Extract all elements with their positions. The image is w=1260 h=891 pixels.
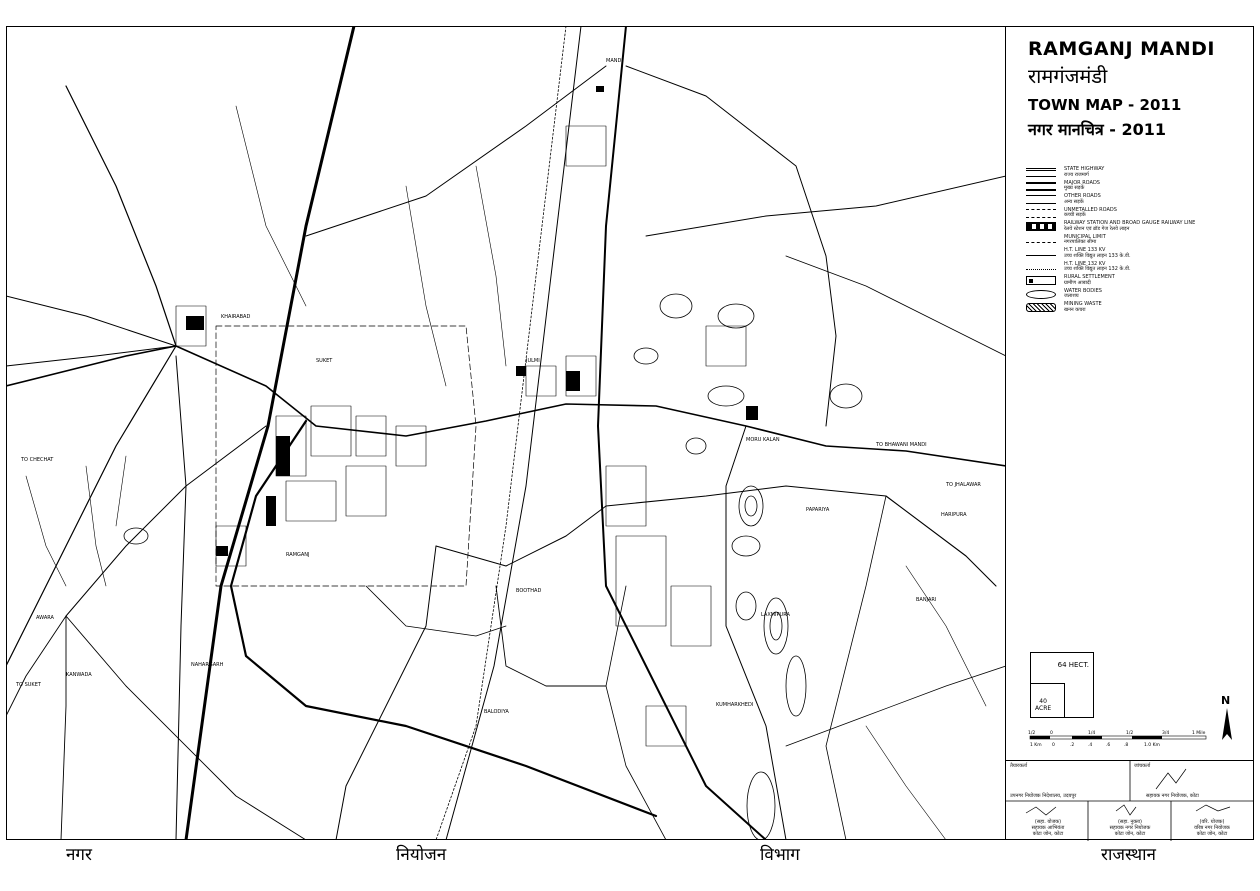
place-label: MORU KALAN (746, 437, 780, 443)
scale-tick-top: 0 (1050, 731, 1053, 736)
scale-tick-top: 1/2 (1028, 731, 1036, 736)
place-label: TO CHECHAT (21, 457, 54, 463)
town-name-hi: रामगंजमंडी (1028, 64, 1108, 88)
scale-tick-bottom: 1.0 Km (1144, 743, 1160, 748)
map-title-hi: नगर मानचित्र - 2011 (1028, 120, 1167, 139)
title-panel (1006, 26, 1254, 840)
place-label: KANWADA (66, 672, 92, 678)
place-label: BOOTHAD (516, 588, 542, 594)
other-roads-symbol (1026, 195, 1056, 204)
place-label: MANDI (606, 58, 623, 64)
north-arrow-icon (1222, 708, 1232, 740)
legend-item: UNMETALLED ROADS कच्ची सड़कें (1026, 207, 1236, 221)
legend-item: MAJOR ROADS मुख्य सड़कें (1026, 180, 1236, 194)
place-label: BANJARI (916, 597, 937, 603)
approver-name: सहायक नगर नियोजक, कोटा (1146, 793, 1199, 799)
place-label: KUMHARKHEDI (716, 702, 754, 708)
place-label: TO JHALAWAR (946, 482, 981, 488)
scale-tick-top: 1 Mile (1192, 731, 1206, 736)
railway-line (186, 26, 354, 840)
footer-word: नियोजन (396, 845, 447, 865)
north-label: N (1221, 694, 1231, 707)
bypass-road (231, 421, 656, 816)
place-label: HARIPURA (941, 512, 967, 518)
place-label: TO BHAWANI MANDI (876, 442, 927, 448)
major-roads-symbol (1026, 182, 1056, 191)
town-map-drawing[interactable] (6, 26, 1006, 840)
scale-bar (1028, 726, 1218, 756)
footer-word: राजस्थान (1101, 845, 1156, 865)
area-64-hect: 64 HECT. (1057, 661, 1089, 669)
signature-scribble (1116, 805, 1136, 815)
legend-item: H.T. LINE 132 KV उच्च शक्ति विद्युत लाइन 132 के.वी. (1026, 261, 1236, 275)
place-label: LAXMIPURA (761, 612, 790, 618)
place-label: BALODIYA (484, 709, 509, 715)
signature-scribble (1196, 805, 1230, 811)
railway-symbol (1026, 222, 1056, 231)
scale-tick-bottom: 1 Km (1030, 743, 1042, 748)
place-label: RAMGANJ (286, 552, 310, 558)
ht-line-133-symbol (1026, 255, 1056, 256)
town-name-en: RAMGANJ MANDI (1028, 38, 1215, 60)
signature-scribble (1156, 769, 1186, 789)
signature-block (1006, 760, 1254, 840)
area-scale-box (1030, 652, 1094, 718)
rural-settlement-symbol (1026, 276, 1056, 285)
unmetalled-roads-symbol (1026, 209, 1056, 218)
legend-item: RURAL SETTLEMENT ग्रामीण आबादी (1026, 274, 1236, 288)
municipal-limit-symbol (1026, 242, 1056, 243)
signature-scribble (1026, 807, 1056, 815)
place-label: NAHARGARH (191, 662, 224, 668)
place-label: JULMI (526, 358, 540, 364)
place-label: KHAIRABAD (221, 314, 251, 320)
scale-tick-top: 1/4 (1088, 731, 1096, 736)
legend-item: MINING WASTE खनन कचरा (1026, 301, 1236, 315)
place-label: TO SUKET (16, 682, 41, 688)
footer-word: नगर (66, 845, 92, 865)
scale-tick-bottom: .6 (1106, 743, 1111, 748)
footer-band (6, 840, 1254, 866)
place-label: AWARA (36, 615, 54, 621)
signatory-2: (सहा. नुक्ता) सहायक नगर नियोजक कोटा जोन, कोटा (1109, 819, 1151, 837)
legend-item: RAILWAY STATION AND BROAD GAUGE RAILWAY LINE रेलवे स्टेशन एवं ब्रॉड गेज रेलवे लाइन (1026, 220, 1236, 234)
signatory-3: (वरि. योजक) वरिष्ठ नगर नियोजक कोटा जोन, कोटा (1194, 819, 1230, 837)
legend-item: H.T. LINE 133 KV उच्च शक्ति विद्युत लाइन 133 के.वी. (1026, 247, 1236, 261)
checked-by: जांचकर्ता (1134, 763, 1151, 769)
signatory-1: (सहा. योजक) सहायक आभियंता कोटा जोन, कोटा (1031, 819, 1065, 837)
footer-word: विभाग (760, 845, 800, 865)
scale-tick-bottom: .4 (1088, 743, 1093, 748)
scale-tick-bottom: .2 (1070, 743, 1075, 748)
office-name: उपनगर नियोजक निदेशालय, उदयपुर (1010, 793, 1077, 799)
water-bodies-symbol (1026, 290, 1056, 299)
scale-tick-top: 3/4 (1162, 731, 1170, 736)
railway-line-2 (598, 26, 766, 840)
place-label: PAPARIYA (806, 507, 830, 513)
map-frame[interactable] (6, 26, 1006, 840)
legend-item: STATE HIGHWAY राज्य राजमार्ग (1026, 166, 1236, 180)
legend-item: WATER BODIES जलाशय (1026, 288, 1236, 302)
area-40-acre: 40 ACRE (1035, 698, 1052, 712)
scale-tick-bottom: .8 (1124, 743, 1129, 748)
scale-tick-top: 1/2 (1126, 731, 1134, 736)
ht-line-132-symbol (1026, 269, 1056, 270)
legend-item: MUNICIPAL LIMIT नगरपालिका सीमा (1026, 234, 1236, 248)
map-legend (1026, 166, 1236, 315)
prepared-by: तैयारकर्ता (1010, 763, 1028, 769)
mining-waste-symbol (1026, 303, 1056, 312)
place-label: SUKET (316, 358, 333, 364)
map-title-en: TOWN MAP - 2011 (1028, 96, 1182, 114)
scale-tick-bottom: 0 (1052, 743, 1055, 748)
legend-item: OTHER ROADS अन्य सड़कें (1026, 193, 1236, 207)
north-arrow (1212, 694, 1242, 746)
state-highway-symbol (1026, 168, 1056, 177)
